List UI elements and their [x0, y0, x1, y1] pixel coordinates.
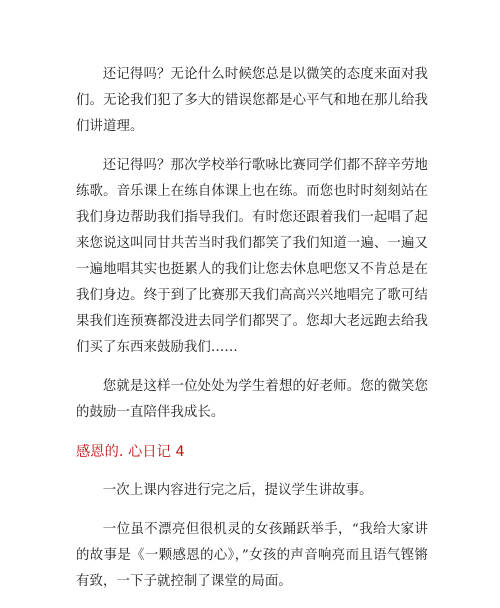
- paragraph-4: 一次上课内容进行完之后，提议学生讲故事。: [102, 483, 373, 498]
- paragraph-5: 一位虽不漂亮但很机灵的女孩踊跃举手，“我给大家讲的故事是《一颗感恩的心》，”女孩的声音响亮而且语气铿锵有致，一下子就控制了课堂的局面。: [76, 522, 428, 589]
- document-content: [76, 62, 428, 608]
- paragraph-1: 还记得吗？无论什么时候您总是以微笑的态度来面对我们。无论我们犯了多大的错误您都是心平气和地在那儿给我们讲道理。: [76, 67, 428, 134]
- paragraph-2: 还记得吗？那次学校举行歌咏比赛同学们都不辞辛劳地练歌。音乐课上在练自体课上也在练。而您也时时刻刻站在我们身边帮助我们指导我们。有时您还跟着我们一起唱了起来您说这叫同甘共苦当时我们都笑了我们知道一遍、一遍又一遍地唱其实也挺累人的我们让您去休息吧您又不肯总是在我们身边。终于到了比赛那天我们高高兴兴地唱完了歌可结果我们连预赛都没进去同学们都哭了。您却大老远跑去给我们买了东西来鼓励我们……: [76, 158, 428, 355]
- section-heading: 感恩的. 心日记 4: [76, 444, 185, 460]
- paragraph-3: 您就是这样一位处处为学生着想的好老师。您的微笑您的鼓励一直陪伴我成长。: [76, 379, 428, 420]
